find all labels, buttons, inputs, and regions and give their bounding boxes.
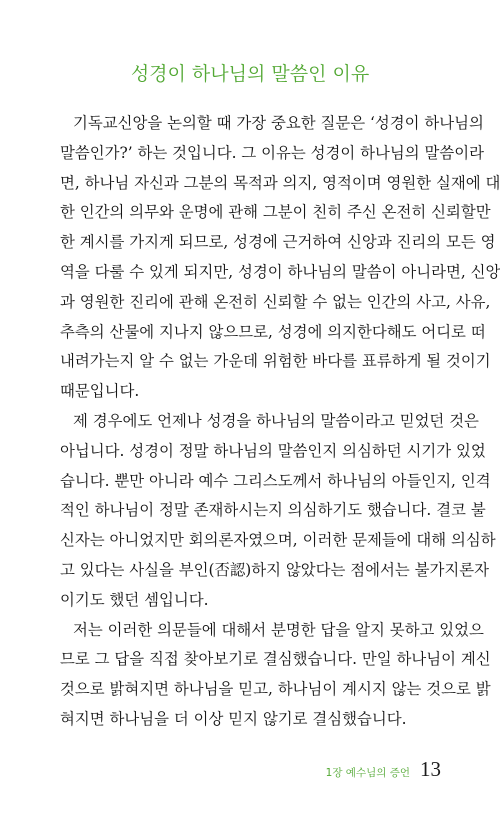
paragraph-3: [60, 616, 491, 735]
text-line: 한 계시를 가지게 되므로, 성경에 근거하여 신앙과 진리의 모든 영: [60, 233, 496, 252]
paragraph-2: [60, 407, 496, 616]
text-line: 아닙니다. 성경이 정말 하나님의 말씀인지 의심하던 시기가 있었: [60, 441, 486, 460]
text-line: 신자는 아니었지만 회의론자였으며, 이러한 문제들에 대해 의심하: [60, 531, 496, 550]
text-line: 면, 하나님 자신과 그분의 목적과 의지, 영적이며 영원한 실재에 대: [60, 173, 500, 192]
page-footer: [326, 757, 441, 782]
running-head: 1장 예수님의 증언: [325, 767, 410, 779]
text-line: 한 인간의 의무와 운명에 관해 그분이 친히 주신 온전히 신뢰할만: [60, 203, 491, 222]
text-line: 습니다. 뿐만 아니라 예수 그리스도께서 하나님의 아들인지, 인격: [60, 471, 491, 490]
text-line: 적인 하나님이 정말 존재하시는지 의심하기도 했습니다. 결코 불: [60, 501, 486, 520]
text-line: 것으로 밝혀지면 하나님을 믿고, 하나님이 계시지 않는 것으로 밝: [60, 680, 491, 699]
text-line: 고 있다는 사실을 부인(否認)하지 않았다는 점에서는 불가지론자: [60, 560, 489, 579]
text-line: 말씀인가?’ 하는 것입니다. 그 이유는 성경이 하나님의 말씀이라: [60, 143, 484, 162]
text-line: 내려가는지 알 수 없는 가운데 위험한 바다를 표류하게 될 것이기: [60, 352, 491, 371]
page-number: 13: [420, 757, 441, 781]
text-line: 저는 이러한 의문들에 대해서 분명한 답을 알지 못하고 있었으: [73, 620, 484, 639]
chapter-section-title: 성경이 하나님의 말씀인 이유: [130, 63, 370, 85]
text-line: 때문입니다.: [60, 382, 140, 401]
text-line: 혀지면 하나님을 더 이상 믿지 않기로 결심했습니다.: [60, 709, 407, 728]
text-line: 추측의 산물에 지나지 않으므로, 성경에 의지한다해도 어디로 떠: [60, 322, 486, 341]
text-line: 역을 다룰 수 있게 되지만, 성경이 하나님의 말씀이 아니라면, 신앙: [60, 262, 500, 281]
text-line: 이기도 했던 셈입니다.: [60, 590, 209, 609]
text-line: 제 경우에도 언제나 성경을 하나님의 말씀이라고 믿었던 것은: [73, 411, 479, 430]
body-text: [60, 109, 500, 735]
text-line: 과 영원한 진리에 관해 온전히 신뢰할 수 없는 인간의 사고, 사유,: [60, 292, 491, 311]
text-line: 기독교신앙을 논의할 때 가장 중요한 질문은 ‘성경이 하나님의: [73, 114, 484, 132]
paragraph-1: [60, 109, 500, 407]
text-line: 므로 그 답을 직접 찾아보기로 결심했습니다. 만일 하나님이 계신: [60, 650, 491, 669]
